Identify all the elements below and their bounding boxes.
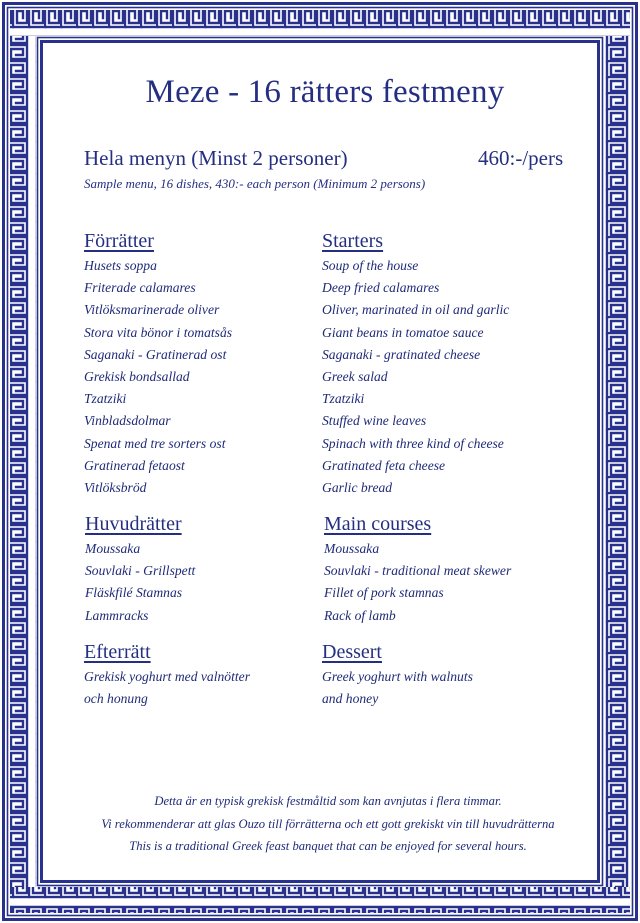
menu-item: Moussaka xyxy=(324,541,380,556)
menu-item: Vitlöksmarinerade oliver xyxy=(84,302,220,318)
menu-item: Souvlaki - Grillspett xyxy=(85,563,196,579)
footer-line: This is a traditional Greek feast banquet that can be enjoyed for several hours. xyxy=(129,839,527,853)
menu-item: Gratinerad fetaost xyxy=(84,457,185,473)
menu-item: Fillet of pork stamnas xyxy=(324,585,444,601)
menu-item: Moussaka xyxy=(85,541,141,556)
footer-note xyxy=(0,790,640,858)
menu-item: Garlic bread xyxy=(322,479,393,495)
menu-item: Rack of lamb xyxy=(324,607,396,623)
menu-item: Giant beans in tomatoe sauce xyxy=(322,324,484,340)
menu-item: Saganaki - gratinated cheese xyxy=(322,346,481,362)
menu-item: Tzatziki xyxy=(322,391,365,407)
section-heading-main-courses: Main courses xyxy=(324,513,432,535)
english-subtitle: Sample menu, 16 dishes, 430:- each person (Minimum 2 persons) xyxy=(84,176,426,191)
full-menu-label: Hela menyn (Minst 2 personer) xyxy=(84,146,348,170)
menu-item: Stora vita bönor i tomatsås xyxy=(84,324,233,340)
menu-item: Greek salad xyxy=(322,368,388,384)
starters-list-english xyxy=(322,255,509,499)
dessert-list-english xyxy=(322,666,473,710)
menu-item: Vitlöksbröd xyxy=(84,479,147,495)
section-heading-forratter: Förrätter xyxy=(84,230,154,252)
mains-list-english xyxy=(324,538,511,627)
menu-item: Lammracks xyxy=(85,607,149,623)
menu-title: Meze - 16 rätters festmeny xyxy=(145,74,505,110)
menu-item: Gratinated feta cheese xyxy=(322,457,446,473)
menu-item: Souvlaki - traditional meat skewer xyxy=(324,563,512,579)
menu-item: Husets soppa xyxy=(84,258,157,273)
menu-item: and honey xyxy=(322,691,379,707)
menu-item: Deep fried calamares xyxy=(322,280,440,296)
menu-item: Tzatziki xyxy=(84,391,127,407)
section-heading-starters: Starters xyxy=(322,230,384,252)
dessert-list-swedish xyxy=(84,666,250,710)
footer-line: Detta är en typisk grekisk festmåltid som kan avnjutas i flera timmar. xyxy=(154,794,502,808)
menu-item: Grekisk yoghurt med valnötter xyxy=(84,669,250,684)
section-heading-huvudratter: Huvudrätter xyxy=(85,513,182,535)
menu-item: Oliver, marinated in oil and garlic xyxy=(322,302,510,318)
price-per-person: 460:-/pers xyxy=(478,146,564,170)
menu-item: Spinach with three kind of cheese xyxy=(322,435,504,451)
menu-item: Friterade calamares xyxy=(84,280,196,296)
section-heading-dessert: Dessert xyxy=(322,641,382,663)
footer-line: Vi rekommenderar att glas Ouzo till förrätterna och ett gott grekiskt vin till huvudrätterna xyxy=(101,816,555,831)
menu-item: Vinbladsdolmar xyxy=(84,413,171,429)
starters-list-swedish xyxy=(84,255,232,499)
menu-item: Greek yoghurt with walnuts xyxy=(322,669,473,684)
menu-item: Spenat med tre sorters ost xyxy=(84,435,226,451)
mains-list-swedish xyxy=(85,538,195,627)
menu-item: och honung xyxy=(84,691,148,707)
menu-item: Soup of the house xyxy=(322,258,419,273)
menu-item: Fläskfilé Stamnas xyxy=(85,585,183,601)
menu-item: Saganaki - Gratinerad ost xyxy=(84,346,227,362)
menu-item: Grekisk bondsallad xyxy=(84,368,190,384)
menu-item: Stuffed wine leaves xyxy=(322,413,427,429)
section-heading-efterratt: Efterrätt xyxy=(84,641,151,663)
